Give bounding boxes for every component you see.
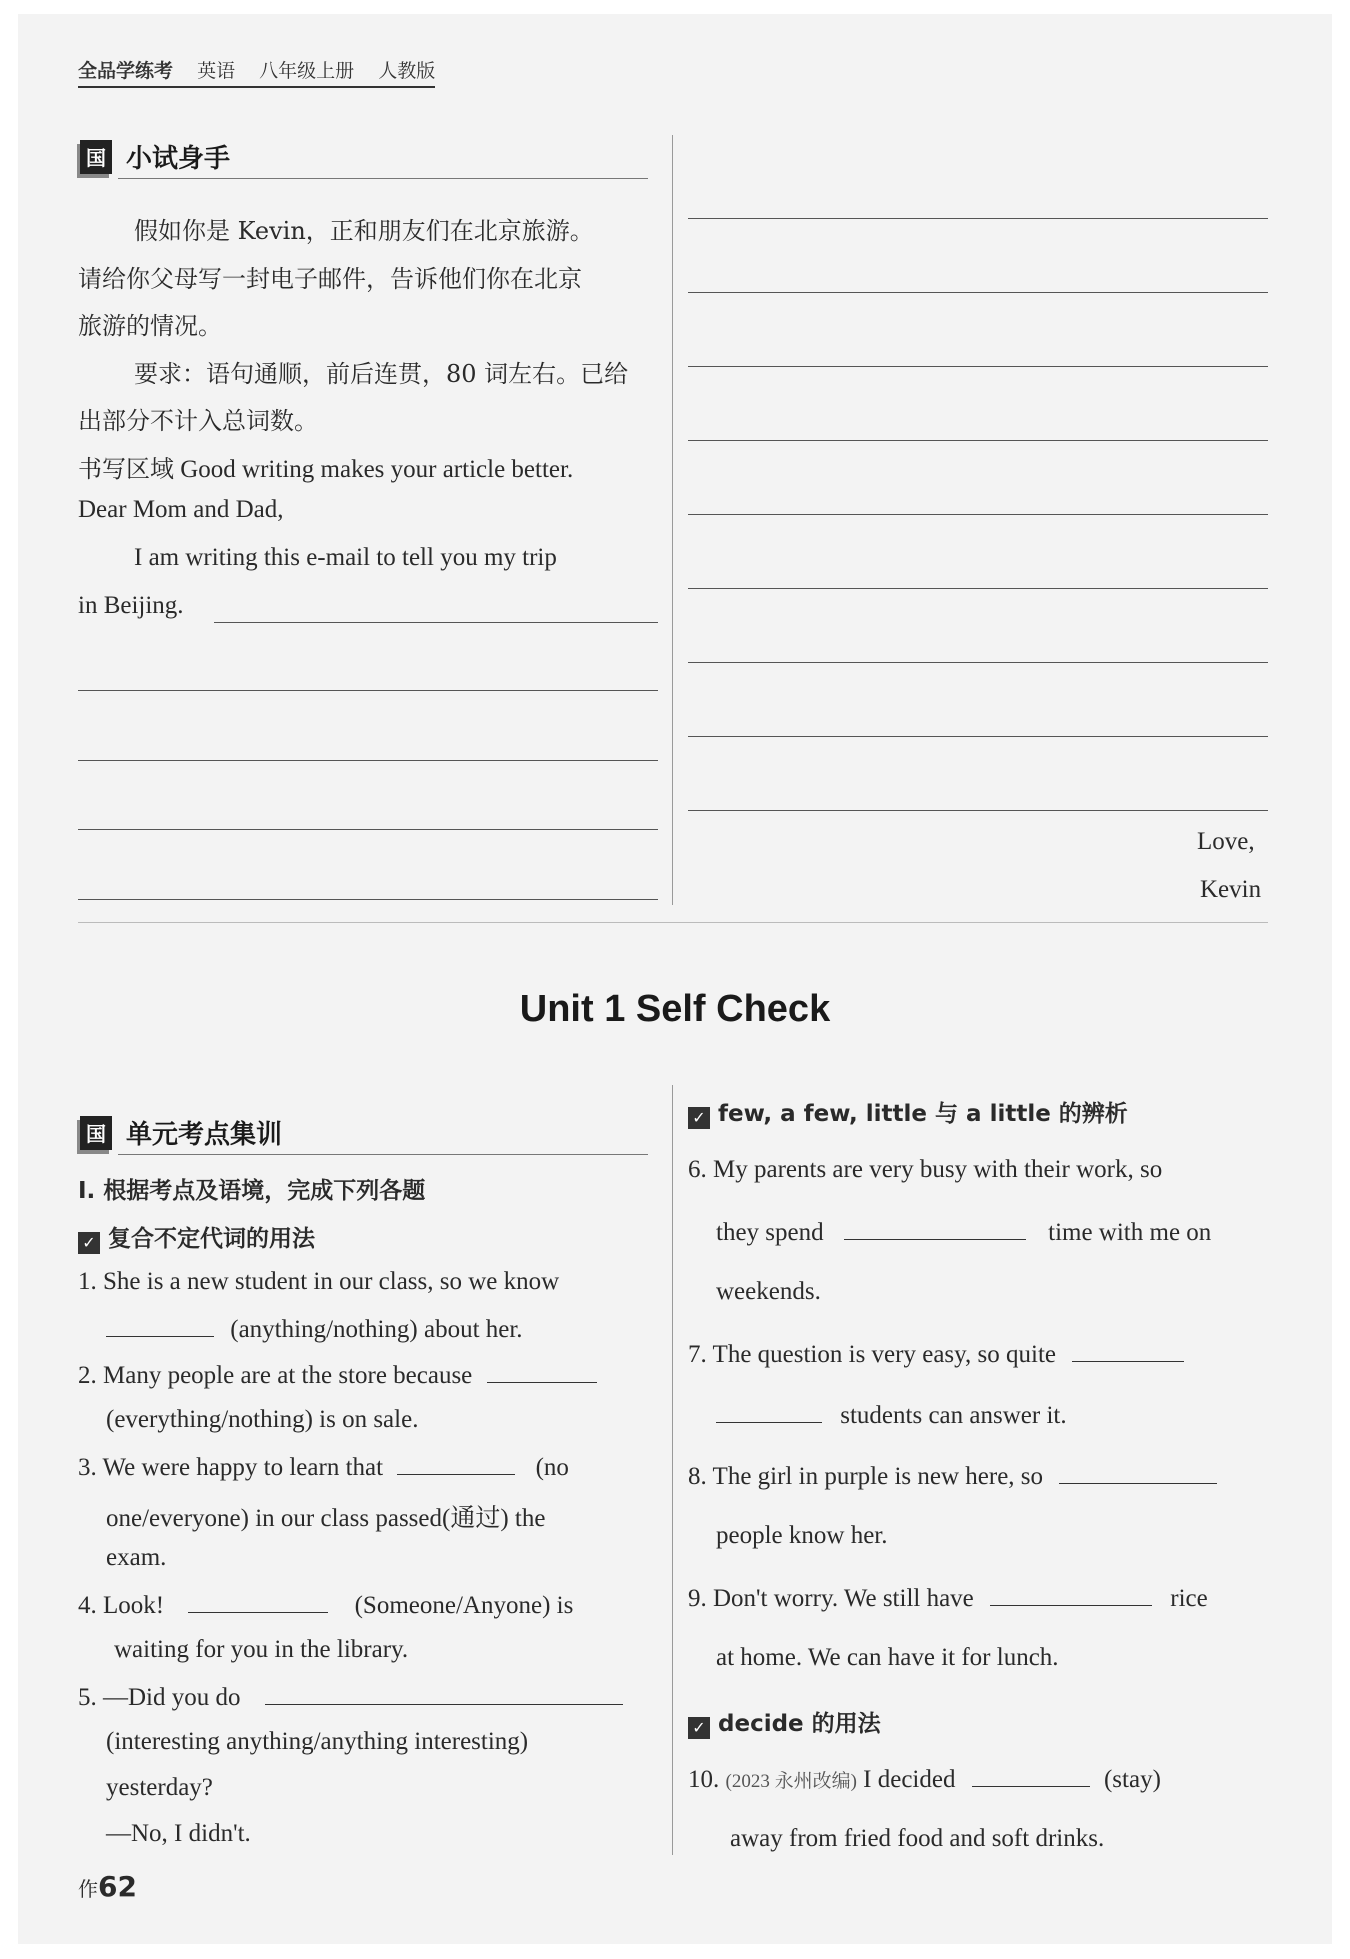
question-text: 2. Many people are at the store because [78, 1362, 473, 1389]
question-text: 8. The girl in purple is new here, so [688, 1463, 1044, 1490]
question-7-line-2 [716, 1400, 1067, 1430]
section-divider [78, 922, 1268, 923]
question-7-line-1 [688, 1339, 1184, 1369]
part-label: Ⅰ. 根据考点及语境，完成下列各题 [78, 1178, 426, 1204]
writing-line[interactable] [688, 292, 1268, 293]
answer-blank[interactable] [265, 1682, 623, 1705]
answer-blank[interactable] [106, 1314, 214, 1337]
body-line-1: I am writing this e-mail to tell you my trip [134, 544, 557, 571]
closing: Love, [1197, 828, 1255, 855]
writing-line[interactable] [688, 218, 1268, 219]
question-1-line-2 [106, 1314, 523, 1344]
writing-line[interactable] [78, 829, 658, 830]
question-4-line-1 [78, 1590, 573, 1620]
answer-blank[interactable] [487, 1360, 597, 1383]
writing-line[interactable] [688, 514, 1268, 515]
topic-text: few, a few, little 与 a little 的辨析 [718, 1101, 1128, 1127]
question-text: (no [535, 1454, 569, 1481]
answer-blank[interactable] [716, 1400, 822, 1423]
page-number-value: 62 [98, 1870, 137, 1903]
answer-blank[interactable] [1072, 1339, 1184, 1362]
question-8-line-1 [688, 1461, 1217, 1491]
section-rule [118, 178, 648, 179]
answer-blank[interactable] [397, 1452, 515, 1475]
question-5-line-1 [78, 1682, 623, 1712]
topic-text: decide 的用法 [718, 1711, 881, 1737]
question-source: (2023 永州改编) [725, 1771, 857, 1792]
question-1-line-1: 1. She is a new student in our class, so we know [78, 1268, 560, 1295]
topic-heading [688, 1095, 1128, 1129]
question-6-line-2 [716, 1217, 1211, 1247]
question-number: 10. [688, 1766, 720, 1793]
writing-line[interactable] [78, 690, 658, 691]
question-9-line-2: at home. We can have it for lunch. [716, 1644, 1059, 1671]
question-4-line-2: waiting for you in the library. [114, 1636, 409, 1663]
question-6-line-1: 6. My parents are very busy with their work, so [688, 1156, 1163, 1183]
question-2-line-1 [78, 1360, 597, 1390]
answer-blank[interactable] [1059, 1461, 1217, 1484]
question-9-line-1 [688, 1583, 1208, 1613]
question-6-line-3: weekends. [716, 1278, 821, 1305]
writing-line[interactable] [688, 366, 1268, 367]
page-prefix: 作 [78, 1877, 98, 1901]
unit-title: Unit 1 Self Check [519, 988, 831, 1030]
question-text: they spend [716, 1219, 824, 1246]
section-rule [118, 1154, 648, 1155]
question-text: rice [1170, 1585, 1208, 1612]
subject: 英语 [197, 60, 236, 82]
area-label: 书写区域 [78, 455, 174, 483]
question-5-line-3: yesterday? [106, 1774, 213, 1801]
section-title-text: 小试身手 [126, 144, 231, 174]
practice-section-title [80, 1114, 282, 1151]
column-divider [672, 135, 673, 905]
question-3-line-3: exam. [106, 1544, 167, 1571]
question-text: students can answer it. [840, 1402, 1067, 1429]
question-text: 4. Look! [78, 1592, 165, 1619]
question-text: (stay) [1103, 1766, 1161, 1793]
answer-blank[interactable] [844, 1217, 1026, 1240]
signature: Kevin [1200, 876, 1262, 903]
prompt-line-1: 假如你是 Kevin，正和朋友们在北京旅游。 [134, 217, 594, 245]
section-title-text: 单元考点集训 [126, 1120, 283, 1150]
question-3-line-1 [78, 1452, 569, 1482]
answer-blank[interactable] [990, 1583, 1152, 1606]
question-3-line-2: one/everyone) in our class passed(通过) the [106, 1505, 546, 1532]
area-tip: Good writing makes your article better. [180, 456, 574, 483]
writing-section-title [80, 138, 230, 175]
edition: 人教版 [378, 60, 436, 82]
question-10-line-1 [688, 1764, 1161, 1794]
section-icon: 国 [80, 140, 112, 174]
question-text: (anything/nothing) about her. [230, 1316, 523, 1343]
column-divider [672, 1085, 673, 1855]
question-text: 3. We were happy to learn that [78, 1454, 384, 1481]
prompt-line-2: 请给你父母写一封电子邮件，告诉他们你在北京 [78, 265, 582, 293]
topic-text: 复合不定代词的用法 [108, 1226, 315, 1252]
question-text: I decided [863, 1766, 956, 1793]
question-8-line-2: people know her. [716, 1522, 888, 1549]
topic-heading [78, 1220, 315, 1254]
question-text: 9. Don't worry. We still have [688, 1585, 974, 1612]
writing-line[interactable] [688, 588, 1268, 589]
greeting: Dear Mom and Dad, [78, 496, 284, 523]
question-text: 7. The question is very easy, so quite [688, 1341, 1056, 1368]
writing-line[interactable] [688, 736, 1268, 737]
question-5-line-2: (interesting anything/anything interesting) [106, 1728, 529, 1755]
answer-blank[interactable] [188, 1590, 328, 1613]
question-10-line-2: away from fried food and soft drinks. [730, 1825, 1105, 1852]
question-text: 5. —Did you do [78, 1684, 241, 1711]
check-icon: ✓ [78, 1232, 100, 1254]
question-2-line-2: (everything/nothing) is on sale. [106, 1406, 419, 1433]
answer-blank[interactable] [972, 1764, 1090, 1787]
check-icon: ✓ [688, 1717, 710, 1739]
writing-line[interactable] [688, 440, 1268, 441]
writing-line[interactable] [688, 810, 1268, 811]
writing-line[interactable] [214, 622, 658, 623]
question-5-line-4: —No, I didn't. [106, 1820, 251, 1847]
body-line-2: in Beijing. [78, 592, 184, 619]
writing-area-line [78, 449, 573, 484]
question-text: (Someone/Anyone) is [354, 1592, 574, 1619]
requirement-line-2: 出部分不计入总词数。 [78, 407, 318, 435]
check-icon: ✓ [688, 1107, 710, 1129]
writing-line[interactable] [78, 899, 658, 900]
page-number [78, 1870, 137, 1903]
running-header [78, 56, 435, 88]
writing-line[interactable] [688, 662, 1268, 663]
prompt-line-3: 旅游的情况。 [78, 312, 222, 340]
question-text: time with me on [1048, 1219, 1212, 1246]
grade: 八年级上册 [259, 60, 355, 82]
requirement-line-1: 要求：语句通顺，前后连贯，80 词左右。已给 [134, 360, 629, 388]
section-icon: 国 [80, 1116, 112, 1150]
writing-line[interactable] [78, 760, 658, 761]
topic-heading [688, 1705, 881, 1739]
book-name: 全品学练考 [78, 60, 174, 82]
